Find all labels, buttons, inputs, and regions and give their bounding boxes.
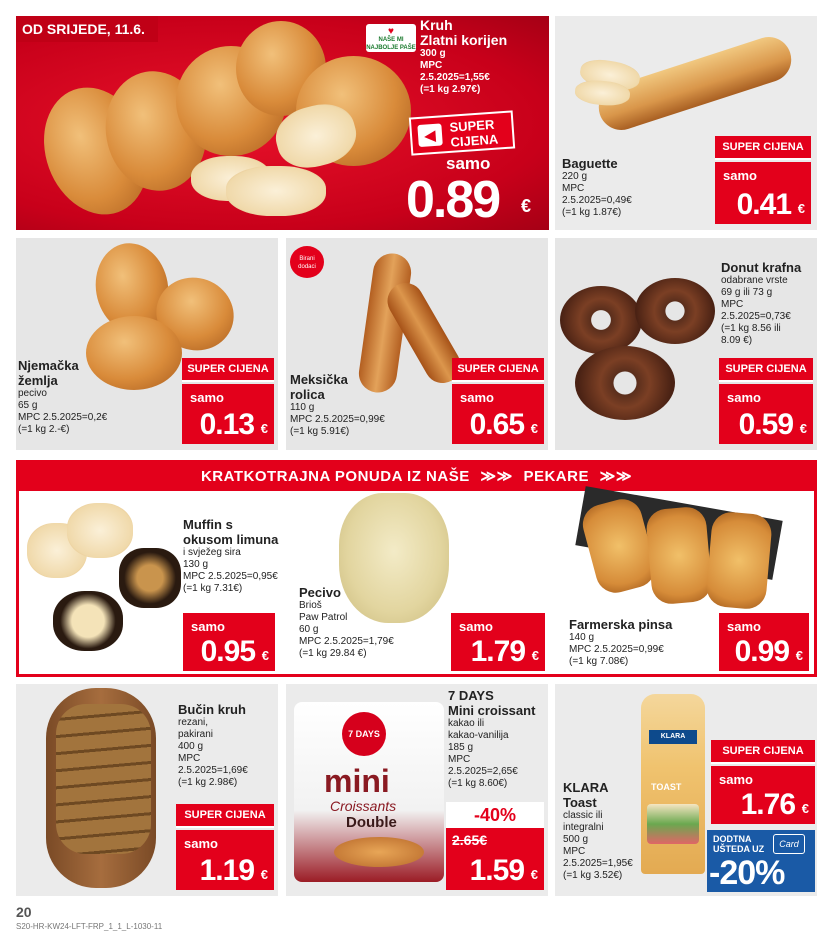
price: 1.19 bbox=[199, 854, 254, 887]
unit-price: (=1 kg 8.60€) bbox=[448, 778, 508, 789]
samo-label: samo bbox=[191, 619, 225, 634]
price: 1.76 bbox=[740, 788, 795, 821]
product-name: Baguette bbox=[562, 156, 618, 171]
badge-text: NAJBOLJE PAŠE bbox=[366, 45, 416, 51]
currency-symbol: € bbox=[521, 196, 532, 216]
badge-text: NAŠE MI bbox=[378, 37, 404, 43]
seven-days-logo: 7 DAYS bbox=[342, 712, 386, 756]
rolica-panel bbox=[286, 238, 548, 450]
unit-price: (=1 kg 7.08€) bbox=[569, 656, 629, 667]
price: 0.41 bbox=[736, 188, 791, 221]
product-weight: 140 g bbox=[569, 632, 595, 643]
pumpkin-bread-image bbox=[56, 704, 151, 854]
mpc-value: 2.5.2025=0,49€ bbox=[562, 195, 632, 206]
product-name: KLARA bbox=[563, 780, 609, 795]
mpc-value: 2.5.2025=2,65€ bbox=[448, 766, 518, 777]
donut-image bbox=[635, 278, 715, 344]
unit-price: 8.09 €) bbox=[721, 335, 753, 346]
nase-mi-badge bbox=[366, 24, 416, 52]
baguette-panel bbox=[555, 16, 817, 230]
product-info bbox=[290, 372, 385, 438]
price: 0.99 bbox=[734, 635, 789, 668]
birani-dodaci-badge: Birani dodaci bbox=[290, 246, 324, 278]
currency-symbol: € bbox=[797, 201, 805, 216]
unit-price: (=1 kg 2.97€) bbox=[420, 84, 481, 95]
currency-symbol: € bbox=[530, 867, 538, 882]
super-cijena-tag: SUPER CIJENA bbox=[452, 358, 544, 382]
card-promo-line: UŠTEDA UZ bbox=[713, 844, 765, 854]
mpc-value: MPC 2.5.2025=0,99€ bbox=[569, 644, 664, 655]
pack-mini-text: mini bbox=[324, 763, 390, 799]
product-name: Meksička bbox=[290, 372, 348, 387]
card-discount-badge bbox=[707, 830, 815, 892]
muffin-image bbox=[119, 548, 181, 608]
samo-label: samo bbox=[459, 619, 493, 634]
currency-symbol: € bbox=[260, 867, 268, 882]
product-info bbox=[183, 517, 278, 595]
price-box bbox=[719, 613, 809, 671]
product-name: Kruh bbox=[420, 17, 453, 33]
product-desc: kakao-vanilija bbox=[448, 730, 509, 741]
samo-label: samo bbox=[446, 154, 491, 173]
samo-label: samo bbox=[727, 619, 761, 634]
product-name: žemlja bbox=[18, 373, 58, 388]
mpc-label: MPC bbox=[448, 754, 471, 765]
product-weight: 60 g bbox=[299, 624, 319, 635]
hero-panel bbox=[16, 16, 549, 230]
unit-price: (=1 kg 3.52€) bbox=[563, 870, 623, 881]
page-number: 20 bbox=[16, 904, 32, 920]
price: 0.59 bbox=[738, 408, 793, 441]
product-weight: 185 g bbox=[448, 742, 474, 753]
mpc-value: 2.5.2025=1,95€ bbox=[563, 858, 633, 869]
price-box bbox=[451, 613, 545, 671]
product-name: Bučin kruh bbox=[178, 702, 246, 717]
product-desc: odabrane vrste bbox=[721, 275, 788, 286]
product-desc: classic ili bbox=[563, 810, 603, 821]
toast-package-image bbox=[641, 694, 705, 874]
hero-price: 0.89 bbox=[406, 171, 500, 229]
product-weight: 130 g bbox=[183, 559, 209, 570]
product-info bbox=[569, 617, 672, 668]
product-weight: 500 g bbox=[563, 834, 589, 845]
product-name: 7 DAYS bbox=[448, 688, 494, 703]
product-weight: 65 g bbox=[18, 400, 38, 411]
date-banner: OD SRIJEDE, 11.6. bbox=[16, 16, 158, 42]
sticker-text: CIJENA bbox=[450, 131, 499, 150]
product-info bbox=[299, 585, 394, 660]
price-box bbox=[719, 384, 813, 444]
pack-double-text: Double bbox=[346, 814, 397, 831]
card-discount-value: -20% bbox=[709, 854, 785, 892]
unit-price: (=1 kg 2.-€) bbox=[18, 424, 70, 435]
unit-price: (=1 kg 1.87€) bbox=[562, 207, 622, 218]
banner-text: PEKARE bbox=[523, 468, 589, 485]
bread-slice-image bbox=[226, 166, 326, 216]
super-cijena-sticker bbox=[409, 110, 515, 155]
product-name: Mini croissant bbox=[448, 703, 536, 718]
mpc-label: MPC bbox=[563, 846, 586, 857]
product-name: Farmerska pinsa bbox=[569, 617, 673, 632]
mpc-value: MPC 2.5.2025=1,79€ bbox=[299, 636, 394, 647]
product-info bbox=[448, 688, 535, 790]
bakery-banner bbox=[19, 463, 814, 491]
product-weight: 400 g bbox=[178, 741, 204, 752]
card-promo-line: DODTNA bbox=[713, 834, 752, 844]
currency-symbol: € bbox=[531, 648, 539, 663]
price-box bbox=[176, 830, 274, 890]
product-name: Njemačka bbox=[18, 358, 79, 373]
product-desc: integralni bbox=[563, 822, 604, 833]
bakery-section bbox=[16, 460, 817, 677]
currency-symbol: € bbox=[795, 648, 803, 663]
product-desc: i svježeg sira bbox=[183, 547, 241, 558]
samo-label: samo bbox=[719, 772, 753, 787]
samo-label: samo bbox=[184, 836, 218, 851]
price-box bbox=[715, 162, 811, 224]
heart-icon: ♥ bbox=[388, 26, 394, 37]
print-code: S20-HR-KW24-LFT-FRP_1_1_L-1030-11 bbox=[16, 922, 163, 931]
card-logo: Card bbox=[773, 834, 805, 854]
product-desc: kakao ili bbox=[448, 718, 485, 729]
super-cijena-tag: SUPER CIJENA bbox=[715, 136, 811, 160]
super-cijena-tag: SUPER CIJENA bbox=[176, 804, 274, 828]
toast-panel bbox=[555, 684, 817, 896]
currency-symbol: € bbox=[260, 421, 268, 436]
price: 1.59 bbox=[469, 854, 524, 887]
product-desc: pecivo bbox=[18, 388, 47, 399]
banner-text: KRATKOTRAJNA PONUDA IZ NAŠE bbox=[200, 468, 470, 485]
unit-price: (=1 kg 29.84 €) bbox=[299, 648, 367, 659]
hero-product-info bbox=[420, 18, 507, 96]
super-cijena-tag: SUPER CIJENA bbox=[711, 740, 815, 764]
zemlja-panel bbox=[16, 238, 278, 450]
currency-symbol: € bbox=[261, 648, 269, 663]
muffin-image bbox=[53, 591, 123, 651]
price: 0.95 bbox=[200, 635, 255, 668]
klara-pack-logo: KLARA bbox=[649, 730, 697, 744]
card-promo-text bbox=[713, 834, 764, 854]
price-box bbox=[183, 613, 275, 671]
wheat-icon: ≫≫ bbox=[599, 468, 633, 485]
super-cijena-tag: SUPER CIJENA bbox=[182, 358, 274, 382]
product-name: okusom limuna bbox=[183, 532, 279, 547]
product-info bbox=[562, 156, 632, 219]
unit-price: (=1 kg 2.98€) bbox=[178, 777, 238, 788]
product-name: Zlatni korijen bbox=[420, 32, 508, 48]
mpc-label: MPC bbox=[721, 299, 744, 310]
unit-price: (=1 kg 7.31€) bbox=[183, 583, 243, 594]
product-desc: rezani, bbox=[178, 717, 209, 728]
sticker-text: SUPER bbox=[449, 116, 495, 135]
price: 0.13 bbox=[199, 408, 254, 441]
croissant-panel bbox=[286, 684, 548, 896]
unit-price: (=1 kg 8.56 ili bbox=[721, 323, 781, 334]
product-info bbox=[178, 702, 248, 789]
super-cijena-tag: SUPER CIJENA bbox=[719, 358, 813, 382]
discount-badge: -40% bbox=[446, 802, 544, 828]
sandwich-image bbox=[647, 804, 699, 844]
donut-image bbox=[575, 346, 675, 420]
mpc-value: 2.5.2025=1,55€ bbox=[420, 72, 490, 83]
mpc-value: MPC 2.5.2025=0,99€ bbox=[290, 414, 385, 425]
product-info bbox=[721, 260, 801, 347]
samo-label: samo bbox=[723, 168, 757, 183]
samo-label: samo bbox=[727, 390, 761, 405]
mpc-value: MPC 2.5.2025=0,2€ bbox=[18, 412, 108, 423]
product-name: rolica bbox=[290, 387, 325, 402]
price-box bbox=[452, 384, 544, 444]
megaphone-icon: ◀ bbox=[417, 123, 442, 147]
croissant-package-image bbox=[294, 702, 444, 882]
currency-symbol: € bbox=[801, 801, 809, 816]
mpc-value: MPC 2.5.2025=0,95€ bbox=[183, 571, 278, 582]
product-weight: 300 g bbox=[420, 48, 446, 59]
product-desc: pakirani bbox=[178, 729, 214, 740]
unit-price: (=1 kg 5.91€) bbox=[290, 426, 350, 437]
old-price: 2.65€ bbox=[452, 832, 488, 848]
product-info bbox=[18, 358, 107, 436]
toast-pack-label: TOAST bbox=[651, 782, 682, 792]
samo-label: samo bbox=[190, 390, 224, 405]
product-name: Toast bbox=[563, 795, 597, 810]
croissant-image bbox=[334, 837, 424, 867]
product-info bbox=[563, 780, 633, 882]
product-weight: 69 g ili 73 g bbox=[721, 287, 773, 298]
wheat-icon: ≫≫ bbox=[480, 468, 513, 485]
mpc-value: 2.5.2025=0,73€ bbox=[721, 311, 791, 322]
price-box bbox=[182, 384, 274, 444]
price: 1.79 bbox=[470, 635, 525, 668]
price-box bbox=[446, 828, 544, 890]
pack-sub-text: Croissants bbox=[330, 798, 397, 814]
mpc-value: 2.5.2025=1,69€ bbox=[178, 765, 248, 776]
bucin-panel bbox=[16, 684, 278, 896]
currency-symbol: € bbox=[799, 421, 807, 436]
donut-image bbox=[560, 286, 642, 354]
price-box bbox=[711, 766, 815, 824]
product-weight: 220 g bbox=[562, 171, 588, 182]
product-weight: 110 g bbox=[290, 402, 315, 413]
product-desc: Paw Patrol bbox=[299, 612, 348, 623]
product-name: Pecivo bbox=[299, 585, 341, 600]
product-name: Muffin s bbox=[183, 517, 233, 532]
samo-label: samo bbox=[460, 390, 494, 405]
mpc-label: MPC bbox=[562, 183, 585, 194]
mpc-label: MPC bbox=[178, 753, 201, 764]
donut-panel bbox=[555, 238, 817, 450]
mpc-label: MPC bbox=[420, 60, 443, 71]
pinsa-image bbox=[705, 511, 773, 611]
muffin-image bbox=[67, 503, 133, 558]
product-name: Donut krafna bbox=[721, 260, 802, 275]
product-desc: Brioš bbox=[299, 600, 322, 611]
currency-symbol: € bbox=[530, 421, 538, 436]
pinsa-image bbox=[645, 506, 713, 606]
price: 0.65 bbox=[469, 408, 524, 441]
